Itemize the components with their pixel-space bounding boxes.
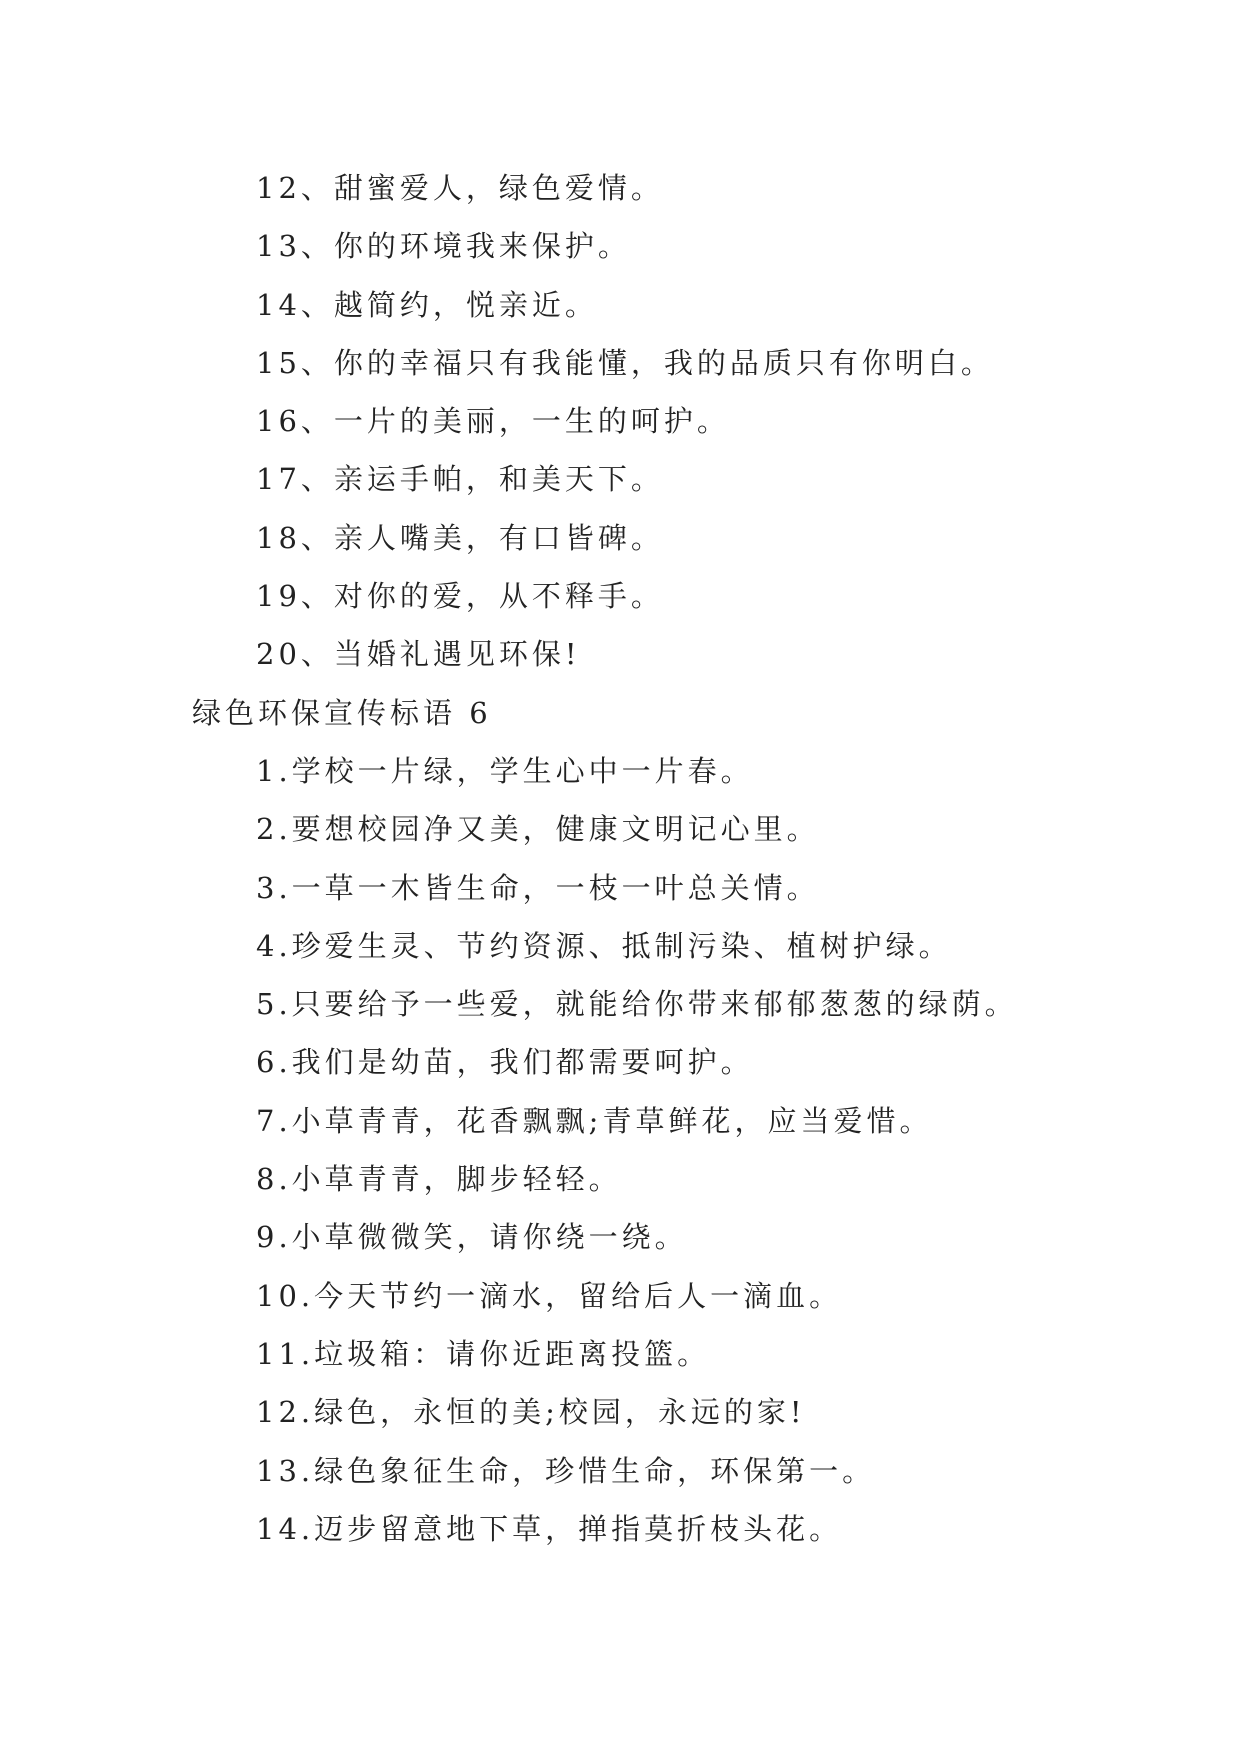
slogan-item: 7.小草青青，花香飘飘;青草鲜花，应当爱惜。: [256, 1103, 933, 1138]
slogan-item: 6.我们是幼苗，我们都需要呵护。: [256, 1045, 754, 1080]
slogan-item: 10.今天节约一滴水，留给后人一滴血。: [256, 1278, 843, 1313]
section-heading: 绿色环保宣传标语 6: [192, 695, 492, 730]
slogan-item: 20、当婚礼遇见环保!: [256, 637, 581, 672]
slogan-item: 14.迈步留意地下草，掸指莫折枝头花。: [256, 1511, 843, 1546]
slogan-item: 13.绿色象征生命，珍惜生命，环保第一。: [256, 1453, 876, 1488]
slogan-item: 4.珍爱生灵、节约资源、抵制污染、植树护绿。: [256, 928, 952, 963]
document-body: [0, 159, 1241, 1558]
slogan-item: 17、亲运手帕，和美天下。: [256, 462, 664, 497]
slogan-item: 3.一草一木皆生命，一枝一叶总关情。: [256, 870, 820, 905]
slogan-item: 12、甜蜜爱人，绿色爱情。: [256, 171, 664, 205]
slogan-item: 13、你的环境我来保护。: [256, 229, 631, 264]
slogan-item: 8.小草青青，脚步轻轻。: [256, 1162, 622, 1197]
slogan-item: 2.要想校园净又美，健康文明记心里。: [256, 812, 820, 847]
slogan-item: 5.只要给予一些爱，就能给你带来郁郁葱葱的绿荫。: [256, 987, 1018, 1022]
slogan-item: 11.垃圾箱：请你近距离投篮。: [256, 1336, 711, 1371]
slogan-item: 12.绿色，永恒的美;校园，永远的家!: [256, 1395, 806, 1430]
slogan-item: 18、亲人嘴美，有口皆碑。: [256, 520, 664, 555]
slogan-item: 19、对你的爱，从不释手。: [256, 579, 664, 614]
slogan-item: 14、越简约，悦亲近。: [256, 287, 598, 322]
slogan-item: 16、一片的美丽，一生的呵护。: [256, 404, 730, 439]
slogan-item: 9.小草微微笑，请你绕一绕。: [256, 1220, 688, 1255]
slogan-item: 1.学校一片绿，学生心中一片春。: [256, 753, 754, 788]
slogan-item: 15、你的幸福只有我能懂，我的品质只有你明白。: [256, 345, 994, 380]
